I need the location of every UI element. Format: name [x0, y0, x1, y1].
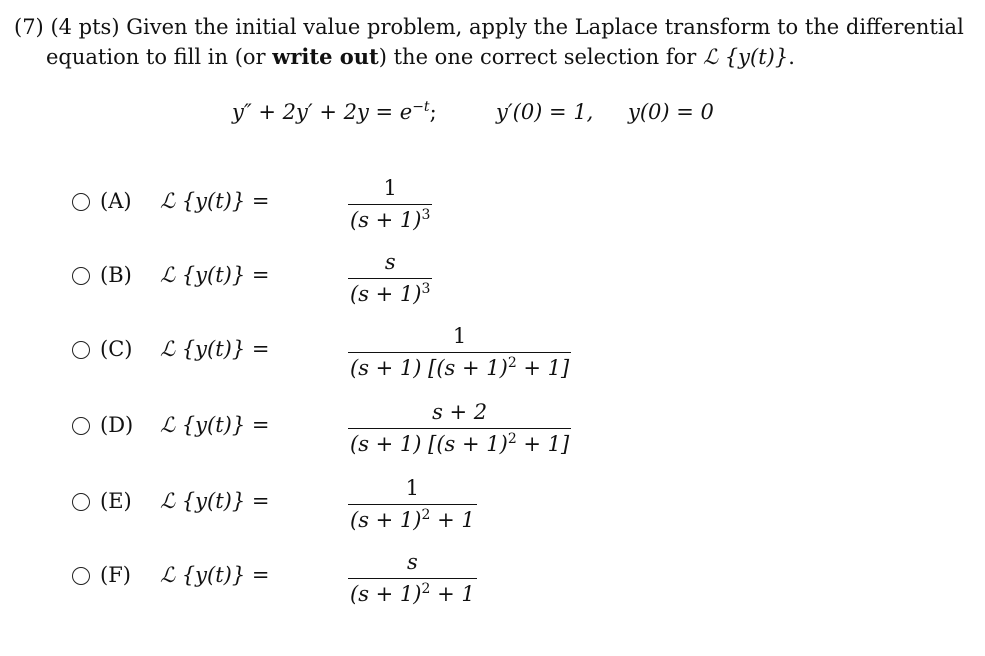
radio-c[interactable] — [72, 341, 90, 359]
numerator: 1 — [383, 176, 397, 200]
option-letter: (C) — [100, 337, 133, 361]
den-exponent: 2 — [507, 355, 517, 371]
radio-e[interactable] — [72, 493, 90, 511]
radio-d[interactable] — [72, 417, 90, 435]
option-c[interactable] — [72, 324, 692, 384]
den-tail: + 1 — [430, 508, 475, 532]
option-f[interactable] — [72, 550, 692, 610]
option-fraction — [348, 250, 432, 306]
den-exponent: 2 — [507, 431, 517, 447]
ode-text: y″ + 2y′ + 2y = e — [232, 100, 413, 124]
option-letter: (D) — [100, 413, 134, 437]
problem-number: (7) — [14, 15, 44, 39]
denominator — [348, 428, 571, 456]
numerator: s — [384, 250, 396, 274]
end-punct: . — [788, 45, 795, 69]
option-fraction — [348, 324, 571, 380]
option-lhs: ℒ {y(t)} = — [160, 337, 270, 361]
den-exponent: 2 — [421, 581, 431, 597]
den-tail: + 1] — [516, 356, 570, 380]
problem-points: (4 pts) — [50, 15, 120, 39]
ode-end: ; — [429, 100, 437, 124]
option-lhs: ℒ {y(t)} = — [160, 489, 270, 513]
option-fraction — [348, 176, 432, 232]
denominator — [348, 278, 432, 306]
den-base: (s + 1) — [350, 208, 422, 232]
initial-condition-1: y′(0) = 1, — [496, 100, 594, 124]
den-base: (s + 1) — [350, 282, 422, 306]
problem-text-2a: equation to fill in (or — [46, 45, 266, 69]
problem-text-2b: ) the one correct selection for — [378, 45, 697, 69]
option-d[interactable] — [72, 400, 692, 460]
option-e[interactable] — [72, 476, 692, 536]
option-lhs: ℒ {y(t)} = — [160, 413, 270, 437]
option-fraction — [348, 400, 571, 456]
ode — [232, 100, 437, 124]
denominator — [348, 504, 477, 532]
problem-text-1: Given the initial value problem, apply the Laplace transform to the differential — [126, 15, 964, 39]
option-b[interactable] — [72, 250, 692, 310]
problem-line-1 — [14, 13, 974, 42]
initial-condition-2: y(0) = 0 — [628, 100, 714, 124]
numerator: 1 — [452, 324, 467, 348]
numerator: 1 — [405, 476, 420, 500]
den-tail: + 1 — [430, 582, 475, 606]
den-exponent: 3 — [421, 281, 431, 297]
option-fraction — [348, 550, 477, 606]
problem-text-bold: write out — [272, 44, 379, 69]
den-exponent: 3 — [421, 207, 431, 223]
option-a[interactable] — [72, 176, 692, 236]
option-letter: (B) — [100, 263, 132, 287]
problem-statement — [14, 13, 974, 72]
den-exponent: 2 — [421, 507, 431, 523]
option-letter: (E) — [100, 489, 132, 513]
den-base: (s + 1) [(s + 1) — [350, 432, 508, 456]
den-base: (s + 1) [(s + 1) — [350, 356, 508, 380]
option-letter: (A) — [100, 189, 132, 213]
option-letter: (F) — [100, 563, 131, 587]
den-base: (s + 1) — [350, 582, 422, 606]
option-lhs: ℒ {y(t)} = — [160, 263, 270, 287]
radio-a[interactable] — [72, 193, 90, 211]
radio-b[interactable] — [72, 267, 90, 285]
denominator — [348, 204, 432, 232]
denominator — [348, 352, 571, 380]
radio-f[interactable] — [72, 567, 90, 585]
numerator: s + 2 — [432, 400, 488, 424]
option-lhs: ℒ {y(t)} = — [160, 189, 270, 213]
numerator: s — [406, 550, 418, 574]
den-tail: + 1] — [516, 432, 570, 456]
target-symbol: ℒ {y(t)} — [702, 45, 789, 69]
ode-exponent: −t — [412, 99, 430, 115]
denominator — [348, 578, 477, 606]
option-fraction — [348, 476, 477, 532]
option-lhs: ℒ {y(t)} = — [160, 563, 270, 587]
den-base: (s + 1) — [350, 508, 422, 532]
problem-line-2 — [14, 42, 974, 72]
